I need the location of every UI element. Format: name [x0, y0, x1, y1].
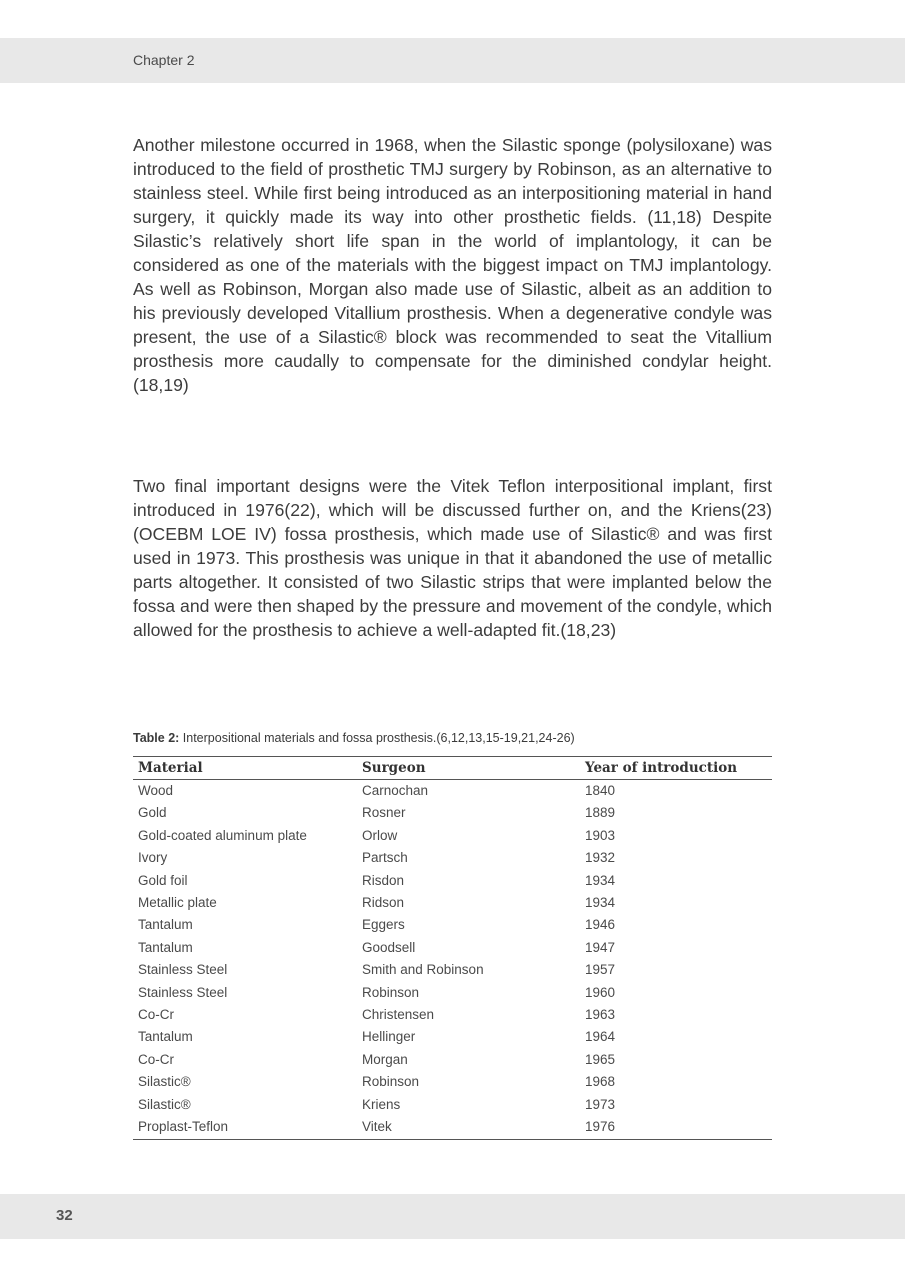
cell-surgeon: Robinson: [362, 1074, 420, 1090]
table-row: [133, 825, 772, 847]
cell-surgeon: Partsch: [362, 850, 408, 866]
table-row: [133, 1071, 772, 1093]
cell-surgeon: Robinson: [362, 984, 420, 1000]
cell-year: 1957: [585, 962, 616, 978]
page-number: 32: [56, 1207, 73, 1224]
table-row: [133, 1004, 772, 1026]
cell-surgeon: Hellinger: [362, 1029, 416, 1045]
table-row: [133, 1094, 772, 1116]
table-row: [133, 959, 772, 981]
cell-surgeon: Risdon: [362, 872, 405, 888]
cell-year: 1903: [585, 827, 616, 843]
cell-material: Silastic®: [138, 1096, 191, 1112]
table-row: [133, 1049, 772, 1071]
table-row: [133, 892, 772, 914]
cell-surgeon: Rosner: [362, 805, 406, 821]
header-material: Material: [133, 757, 357, 780]
cell-material: Tantalum: [138, 939, 193, 955]
cell-material: Co-Cr: [138, 1051, 174, 1067]
cell-material: Gold foil: [138, 872, 188, 888]
header-band: [0, 38, 905, 83]
table-row: [133, 847, 772, 869]
cell-surgeon: Goodsell: [362, 939, 416, 955]
cell-material: Gold-coated aluminum plate: [138, 827, 307, 843]
table-row: [133, 937, 772, 959]
cell-material: Tantalum: [138, 917, 193, 933]
cell-year: 1960: [585, 984, 616, 1000]
header-year: Year of introduction: [580, 757, 772, 780]
cell-year: 1968: [585, 1074, 616, 1090]
header-surgeon: Surgeon: [357, 757, 580, 780]
cell-year: 1976: [580, 1116, 772, 1139]
cell-year: 1947: [585, 939, 616, 955]
cell-year: 1965: [585, 1051, 616, 1067]
cell-surgeon: Carnochan: [362, 783, 429, 798]
cell-material: Silastic®: [138, 1074, 191, 1090]
cell-surgeon: Orlow: [362, 827, 398, 843]
footer-band: [0, 1194, 905, 1239]
table-row: [133, 1026, 772, 1048]
paragraph-1-text: Another milestone occurred in 1968, when the Silastic sponge (polysiloxane) was introduced to the field of prosthetic TMJ surgery by Robinson, as an alternative to stainless steel. While first being introduced as an interpositioning material in hand surgery, it quickly made its way into other prosthetic fields. (11,18) Despite Silastic’s relatively short life span in the world of implantology, it can be considered as one of the materials with the biggest impact on TMJ implantology. As well as Robinson, Morgan also made use of Silastic, albeit as an addition to his previously developed Vitallium prosthesis. When a degenerative condyle was present, the use of a Silastic® block was recommended to seat the Vitallium prosthesis more caudally to compensate for the diminished condylar height.(18,19): [133, 135, 772, 395]
table-row: [133, 870, 772, 892]
table-row: [133, 780, 772, 803]
cell-surgeon: Eggers: [362, 917, 405, 933]
table-row: [133, 802, 772, 824]
table-row: [133, 1116, 772, 1139]
table-caption-label: Table 2:: [133, 731, 180, 745]
cell-material: Stainless Steel: [138, 984, 228, 1000]
cell-surgeon: Christensen: [362, 1007, 435, 1023]
cell-year: 1840: [585, 783, 616, 798]
table-caption: [133, 731, 575, 745]
cell-year: 1973: [585, 1096, 616, 1112]
cell-material: Co-Cr: [138, 1007, 174, 1023]
cell-material: Gold: [138, 805, 167, 821]
cell-year: 1932: [585, 850, 616, 866]
cell-year: 1963: [585, 1007, 616, 1023]
cell-surgeon: Ridson: [362, 895, 405, 911]
running-title: Chapter 2: [133, 52, 195, 68]
cell-surgeon: Vitek: [357, 1116, 580, 1139]
cell-material: Wood: [138, 783, 174, 798]
paragraph-1: [133, 133, 772, 397]
materials-table: [133, 756, 772, 1140]
cell-material: Tantalum: [138, 1029, 193, 1045]
cell-year: 1946: [585, 917, 616, 933]
cell-surgeon: Kriens: [362, 1096, 401, 1112]
table-header-row: [133, 757, 772, 780]
paragraph-2-text: Two final important designs were the Vitek Teflon interpositional implant, first introduced in 1976(22), which will be discussed further on, and the Kriens(23) (OCEBM LOE IV) fossa prosthesis, which made use of Silastic® and was first used in 1973. This prosthesis was unique in that it abandoned the use of metallic parts altogether. It consisted of two Silastic strips that were implanted below the fossa and were then shaped by the pressure and movement of the condyle, which allowed for the prosthesis to achieve a well-adapted fit.(18,23): [133, 476, 772, 640]
table-row: [133, 982, 772, 1004]
cell-surgeon: Smith and Robinson: [362, 962, 484, 978]
cell-material: Ivory: [138, 850, 168, 866]
paragraph-2: [133, 474, 772, 642]
cell-surgeon: Morgan: [362, 1051, 408, 1067]
cell-year: 1934: [585, 895, 616, 911]
table-caption-text: Interpositional materials and fossa prosthesis.(6,12,13,15-19,21,24-26): [179, 731, 575, 745]
cell-year: 1964: [585, 1029, 616, 1045]
cell-year: 1934: [585, 872, 616, 888]
cell-material: Proplast-Teflon: [133, 1116, 357, 1139]
cell-material: Stainless Steel: [138, 962, 228, 978]
cell-material: Metallic plate: [138, 895, 217, 911]
table-body: [133, 780, 772, 1140]
table-row: [133, 914, 772, 936]
cell-year: 1889: [585, 805, 616, 821]
